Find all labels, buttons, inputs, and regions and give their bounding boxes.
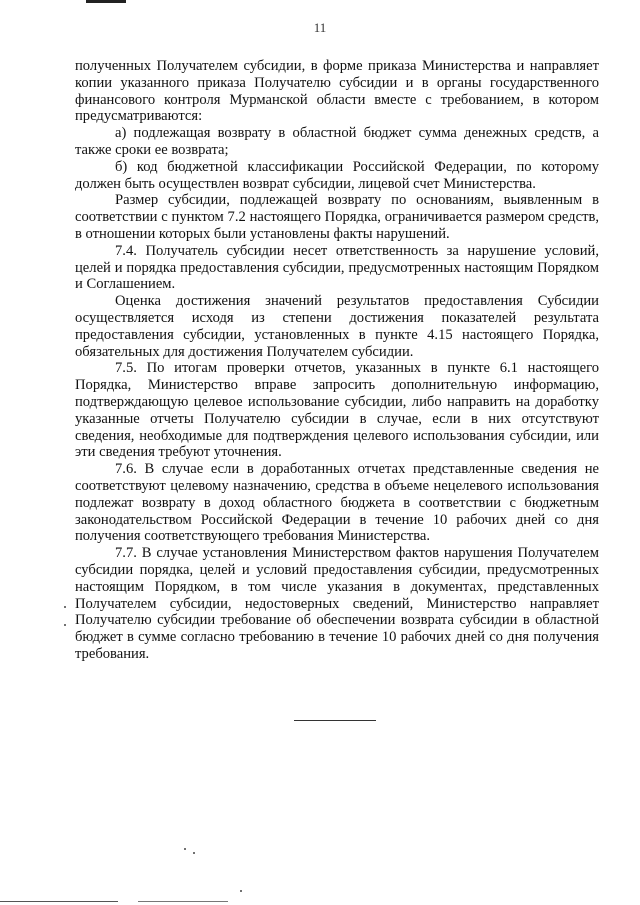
closing-divider: [294, 720, 376, 721]
paragraph-refund-size: Размер субсидии, подлежащей возврату по основаниям, выявленным в соответствии с пунктом 7.2 настоящего Порядка, ограничивается размером средств, в отношении которых были установлены факты нарушений.: [75, 192, 599, 242]
paragraph-7-5: 7.5. По итогам проверки отчетов, указанных в пункте 6.1 настоящего Порядка, Министерство вправе запросить дополнительную информацию, подтверждающую целевое использование субсидии, либо направить на доработку указанные отчеты Получателю субсидии в случае, если в них отсутствуют сведения, необходимые для подтверждения целевого использования субсидии, или эти сведения требуют уточнения.: [75, 360, 599, 461]
document-body: [75, 58, 599, 663]
paragraph-7-7: 7.7. В случае установления Министерством фактов нарушения Получателем субсидии порядка, целей и условий предоставления субсидии, предусмотренных настоящим Порядком, в том числе указания в документах, представленных Получателем субсидии, недостоверных сведений, Министерство направляет Получателю субсидии требование об обеспечении возврата субсидии в областной бюджет в сумме согласно требованию в течение 10 рабочих дней со дня получения требования.: [75, 545, 599, 662]
paragraph-7-6: 7.6. В случае если в доработанных отчетах представленные сведения не соответствуют целевому назначению, средства в объеме нецелевого использования подлежат возврату в доход областного бюджета в соответствии с бюджетным законодательством Российской Федерации в течение 10 рабочих дней со дня получения соответствующего требования Министерства.: [75, 461, 599, 545]
page-number: 11: [313, 20, 327, 35]
scan-speck: [184, 848, 186, 850]
paragraph-assessment: Оценка достижения значений результатов предоставления Субсидии осуществляется исходя из степени достижения показателей результата предоставления субсидии, установленных в пункте 4.15 настоящего Порядка, обязательных для достижения Получателем субсидии.: [75, 293, 599, 360]
paragraph-item-b: б) код бюджетной классификации Российской Федерации, по которому должен быть осуществлен возврат субсидии, лицевой счет Министерства.: [75, 158, 599, 192]
paragraph-continuation: полученных Получателем субсидии, в форме приказа Министерства и направляет копии указанного приказа Получателю субсидии и в органы государственного финансового контроля Мурманской области вместе с требованием, в котором предусматриваются:: [75, 58, 599, 125]
paragraph-7-4: 7.4. Получатель субсидии несет ответственность за нарушение условий, целей и порядка предоставления субсидии, предусмотренных настоящим Порядком и Соглашением.: [75, 242, 599, 293]
scan-artifact-bottom: [138, 901, 228, 902]
scan-speck: [193, 852, 195, 854]
scan-speck: [64, 606, 66, 608]
scan-speck: [64, 624, 66, 626]
scan-artifact-top: [86, 0, 126, 3]
scan-artifact-bottom: [0, 901, 118, 902]
paragraph-item-a: а) подлежащая возврату в областной бюджет сумма денежных средств, а также сроки ее возврата;: [75, 125, 599, 158]
scan-speck: [240, 890, 242, 892]
